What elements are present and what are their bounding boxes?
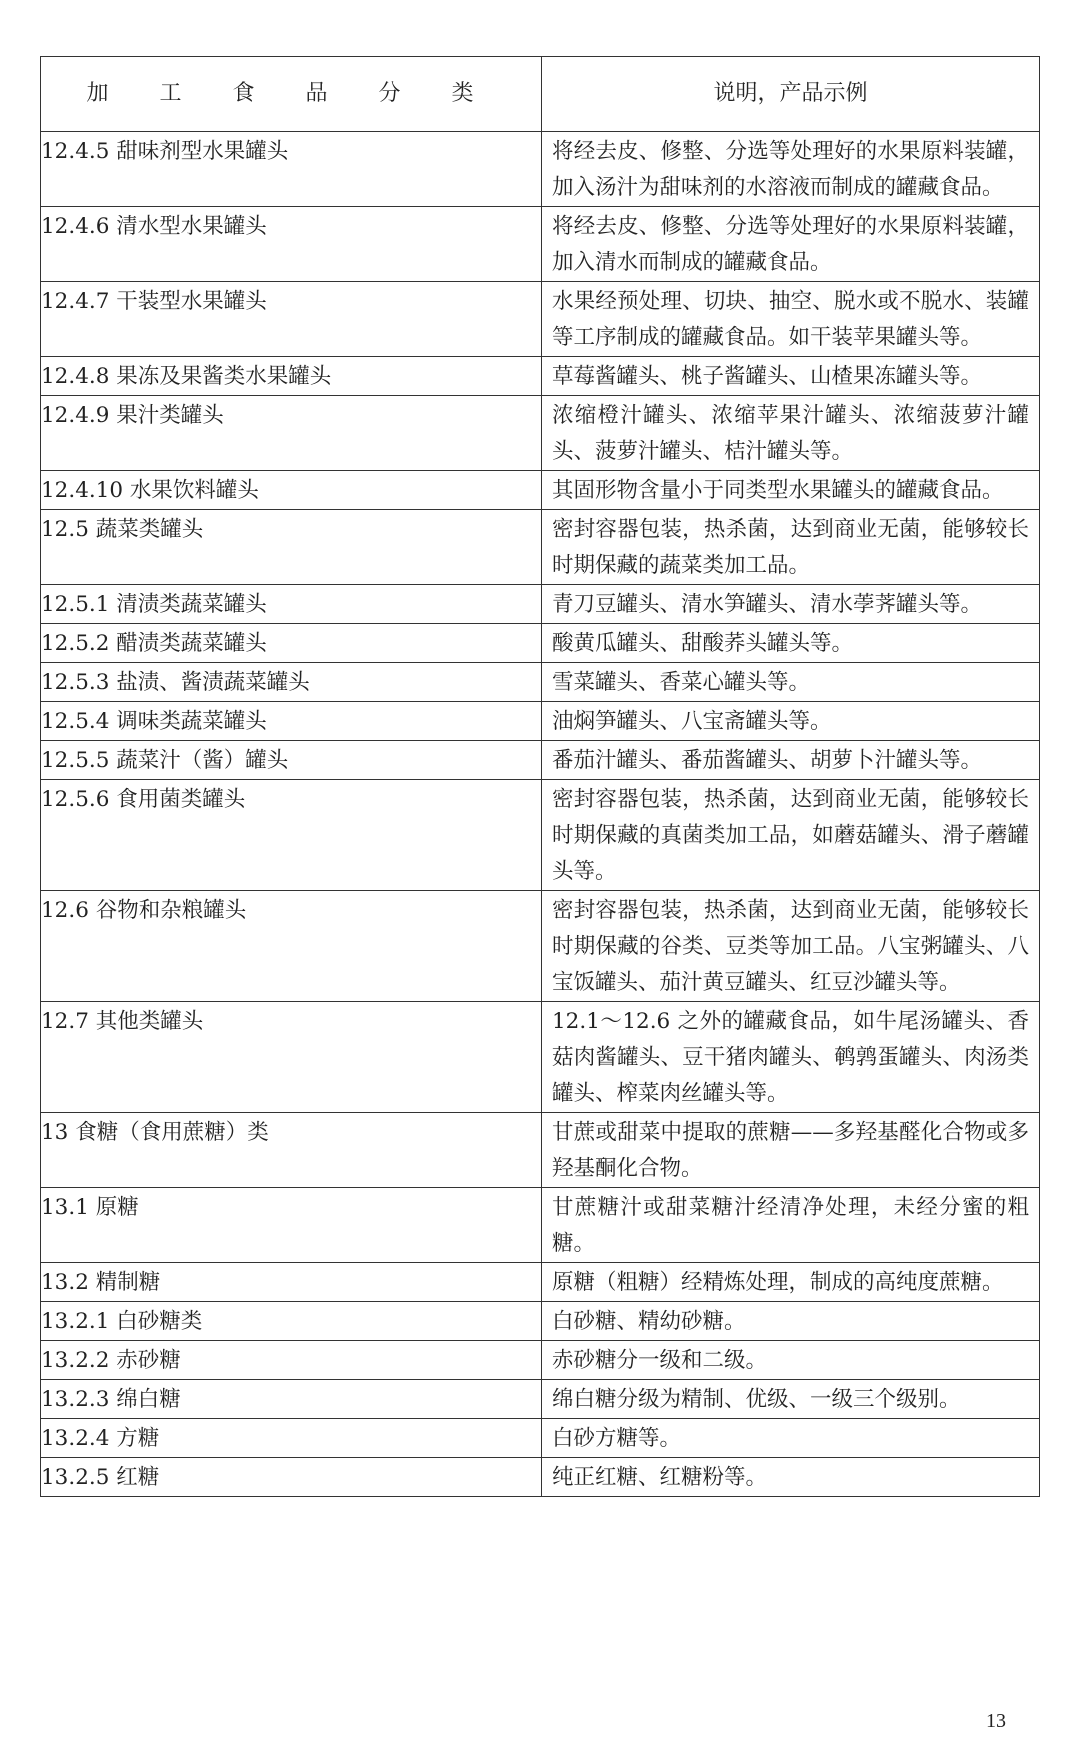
- table-row: [41, 471, 1040, 510]
- table-row: [41, 1458, 1040, 1497]
- category-cell: 12.4.9 果汁类罐头: [41, 396, 542, 471]
- description-cell: 甘蔗糖汁或甜菜糖汁经清净处理，未经分蜜的粗糖。: [542, 1188, 1040, 1263]
- description-cell: 水果经预处理、切块、抽空、脱水或不脱水、装罐等工序制成的罐藏食品。如干装苹果罐头等。: [542, 282, 1040, 357]
- table-row: [41, 1002, 1040, 1113]
- category-cell: 13.2.1 白砂糖类: [41, 1302, 542, 1341]
- category-cell: 12.6 谷物和杂粮罐头: [41, 891, 542, 1002]
- food-classification-table: [40, 56, 1040, 1497]
- table-row: [41, 510, 1040, 585]
- table-row: [41, 357, 1040, 396]
- table-row: [41, 891, 1040, 1002]
- category-cell: 12.5.6 食用菌类罐头: [41, 780, 542, 891]
- table-row: [41, 1302, 1040, 1341]
- header-description: 说明，产品示例: [542, 57, 1040, 132]
- description-cell: 番茄汁罐头、番茄酱罐头、胡萝卜汁罐头等。: [542, 741, 1040, 780]
- table-row: [41, 132, 1040, 207]
- category-cell: 13.2.2 赤砂糖: [41, 1341, 542, 1380]
- description-cell: 将经去皮、修整、分选等处理好的水果原料装罐，加入汤汁为甜味剂的水溶液而制成的罐藏食品。: [542, 132, 1040, 207]
- category-cell: 12.5.2 醋渍类蔬菜罐头: [41, 624, 542, 663]
- table-header-row: [41, 57, 1040, 132]
- category-cell: 13.2 精制糖: [41, 1263, 542, 1302]
- table-row: [41, 1341, 1040, 1380]
- description-cell: 密封容器包装，热杀菌，达到商业无菌，能够较长时期保藏的谷类、豆类等加工品。八宝粥罐头、八宝饭罐头、茄汁黄豆罐头、红豆沙罐头等。: [542, 891, 1040, 1002]
- category-cell: 12.5.3 盐渍、酱渍蔬菜罐头: [41, 663, 542, 702]
- description-cell: 纯正红糖、红糖粉等。: [542, 1458, 1040, 1497]
- description-cell: 将经去皮、修整、分选等处理好的水果原料装罐，加入清水而制成的罐藏食品。: [542, 207, 1040, 282]
- category-cell: 13.2.4 方糖: [41, 1419, 542, 1458]
- description-cell: 雪菜罐头、香菜心罐头等。: [542, 663, 1040, 702]
- description-cell: 原糖（粗糖）经精炼处理，制成的高纯度蔗糖。: [542, 1263, 1040, 1302]
- description-cell: 密封容器包装，热杀菌，达到商业无菌，能够较长时期保藏的真菌类加工品，如蘑菇罐头、滑子蘑罐头等。: [542, 780, 1040, 891]
- page-number: 13: [986, 1710, 1006, 1732]
- table-row: [41, 702, 1040, 741]
- table-row: [41, 1113, 1040, 1188]
- description-cell: 甘蔗或甜菜中提取的蔗糖——多羟基醛化合物或多羟基酮化合物。: [542, 1113, 1040, 1188]
- table-body: [41, 132, 1040, 1497]
- description-cell: 酸黄瓜罐头、甜酸荞头罐头等。: [542, 624, 1040, 663]
- header-category: 加 工 食 品 分 类: [41, 57, 542, 132]
- table-row: [41, 282, 1040, 357]
- description-cell: 赤砂糖分一级和二级。: [542, 1341, 1040, 1380]
- table-row: [41, 585, 1040, 624]
- table-row: [41, 396, 1040, 471]
- description-cell: 白砂糖、精幼砂糖。: [542, 1302, 1040, 1341]
- category-cell: 12.4.6 清水型水果罐头: [41, 207, 542, 282]
- category-cell: 13.1 原糖: [41, 1188, 542, 1263]
- description-cell: 12.1～12.6 之外的罐藏食品，如牛尾汤罐头、香菇肉酱罐头、豆干猪肉罐头、鹌鹑蛋罐头、肉汤类罐头、榨菜肉丝罐头等。: [542, 1002, 1040, 1113]
- category-cell: 13 食糖（食用蔗糖）类: [41, 1113, 542, 1188]
- category-cell: 12.5 蔬菜类罐头: [41, 510, 542, 585]
- category-cell: 12.4.5 甜味剂型水果罐头: [41, 132, 542, 207]
- category-cell: 12.5.1 清渍类蔬菜罐头: [41, 585, 542, 624]
- table-row: [41, 1263, 1040, 1302]
- table-row: [41, 780, 1040, 891]
- table-row: [41, 1419, 1040, 1458]
- category-cell: 12.5.5 蔬菜汁（酱）罐头: [41, 741, 542, 780]
- table-row: [41, 1380, 1040, 1419]
- table-row: [41, 741, 1040, 780]
- table-row: [41, 207, 1040, 282]
- description-cell: 绵白糖分级为精制、优级、一级三个级别。: [542, 1380, 1040, 1419]
- table-row: [41, 663, 1040, 702]
- table-row: [41, 1188, 1040, 1263]
- description-cell: 密封容器包装，热杀菌，达到商业无菌，能够较长时期保藏的蔬菜类加工品。: [542, 510, 1040, 585]
- description-cell: 青刀豆罐头、清水笋罐头、清水荸荠罐头等。: [542, 585, 1040, 624]
- description-cell: 其固形物含量小于同类型水果罐头的罐藏食品。: [542, 471, 1040, 510]
- category-cell: 12.4.10 水果饮料罐头: [41, 471, 542, 510]
- category-cell: 12.5.4 调味类蔬菜罐头: [41, 702, 542, 741]
- description-cell: 浓缩橙汁罐头、浓缩苹果汁罐头、浓缩菠萝汁罐头、菠萝汁罐头、桔汁罐头等。: [542, 396, 1040, 471]
- description-cell: 草莓酱罐头、桃子酱罐头、山楂果冻罐头等。: [542, 357, 1040, 396]
- category-cell: 13.2.5 红糖: [41, 1458, 542, 1497]
- category-cell: 12.4.8 果冻及果酱类水果罐头: [41, 357, 542, 396]
- description-cell: 油焖笋罐头、八宝斋罐头等。: [542, 702, 1040, 741]
- description-cell: 白砂方糖等。: [542, 1419, 1040, 1458]
- category-cell: 13.2.3 绵白糖: [41, 1380, 542, 1419]
- table-row: [41, 624, 1040, 663]
- category-cell: 12.7 其他类罐头: [41, 1002, 542, 1113]
- category-cell: 12.4.7 干装型水果罐头: [41, 282, 542, 357]
